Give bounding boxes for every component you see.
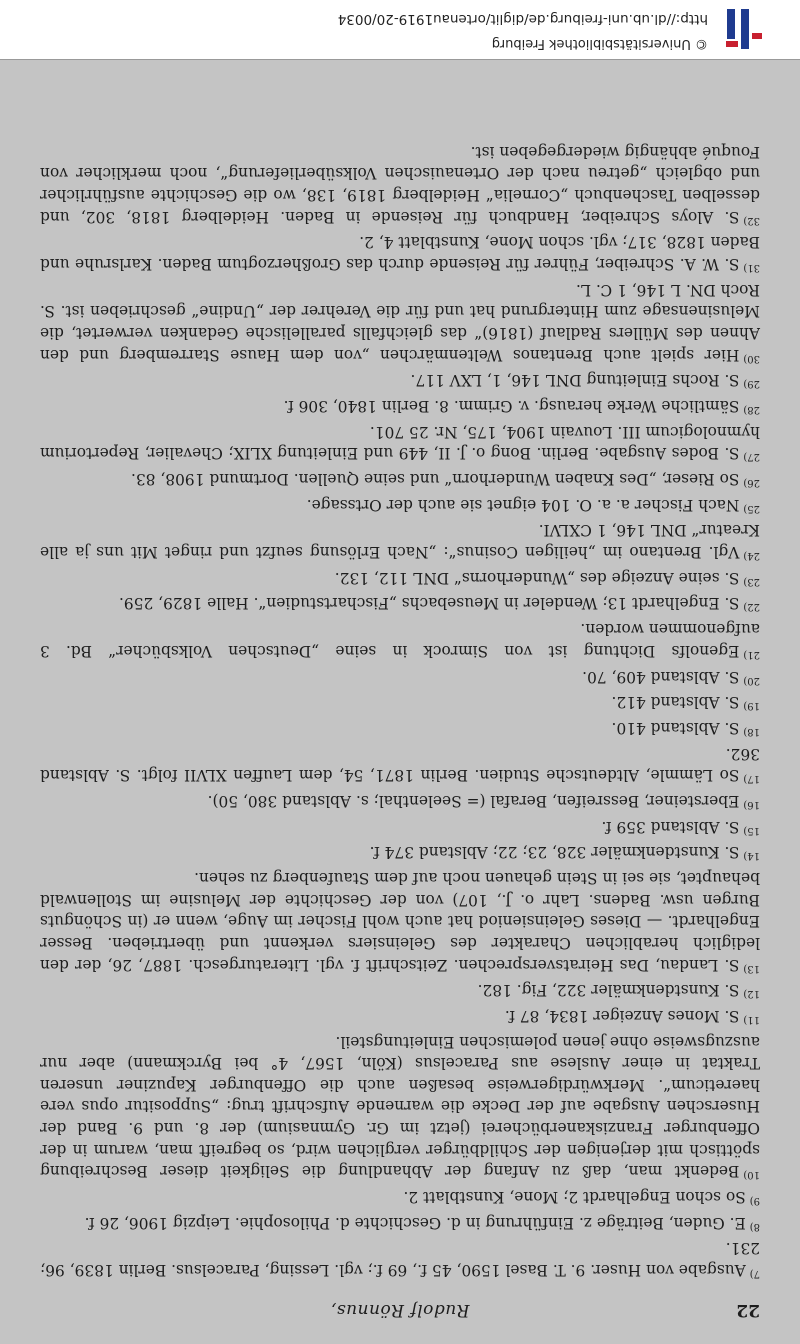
- footnote: [40, 841, 760, 867]
- footnote: [40, 467, 760, 493]
- footnote-number: 20): [743, 674, 760, 686]
- footnote-text: Bedenkt man, daß zu Anfang der Abhandlung die Seligkeit dieser Beschreibung spöttisch mit derjenigen der Schildbürger verglichen wird, so begreift man, warum in der Offenburger Franziskanerbücherei (jetzt im Gr. Gymnasium) der 8. und 9. Band der Huserschen Ausgabe auf der Decke die warnende Aufschrift trug: „Suppositur opus vere haereticum“. Merkwürdigerweise besaßen auch die Offenburger Kapuziner unseren Traktat in einer Auslese aus Paracelsus (Köln, 1567, 4° bei Byrckmann) aber nur auszugsweise ohne jenen polemischen Einleitungsteil.: [40, 1032, 760, 1181]
- footnote: [40, 369, 760, 395]
- footnote: [40, 394, 760, 420]
- footnote-text: S. Kunstdenkmäler 328, 23; 22; Ablstand 374 f.: [369, 843, 740, 862]
- footnote: [40, 1237, 760, 1284]
- footnote: [40, 815, 760, 841]
- footnote-text: Hier spielt auch Brentanos Weltenmärchen „von dem Hause Starremberg und den Ahnen des Müllers Radlauf (1816)“ das gleichfalls parallelische Gedanken verwertet, die Melusinensage zum Hintergrund hat und für die Verehrer der „Undine“ geschrieben ist. S. Roch DN. L 146, 1 C. L.: [40, 280, 760, 364]
- footnote-number: 17): [743, 773, 760, 785]
- footnote-text: E. Guden, Beiträge z. Einführung in d. Geschichte d. Philosophie. Leipzig 1906, 26 f.: [84, 1213, 746, 1232]
- footnote: [40, 566, 760, 592]
- footnote-number: 7): [749, 1268, 760, 1279]
- footnote-number: 27): [743, 451, 760, 463]
- footnote-text: S. seine Anzeige des „Wunderhorns“ DNL 112, 132.: [334, 568, 740, 587]
- footnote-text: S. Aloys Schreiber, Handbuch für Reisende in Baden. Heidelberg 1818, 302, und desselben Taschenbuch „Cornelia“ Heidelberg 1819, 138, wo die Geschichte ausführlicher und obgleich „getreu nach der Ortenauischen Volksüberlieferung“, noch merklicher von Fouqué abhängig wiedergegeben ist.: [40, 142, 760, 226]
- footnote-number: 16): [743, 799, 760, 810]
- footnote-text: So Lämmle, Altdeutsche Studien. Berlin 1871, 54, dem Lauffen XLVII folgt. S. Ablstand 362.: [40, 744, 760, 785]
- footnote-text: Sämtliche Werke herausg. v. Grimm. 8. Berlin 1840, 306 f.: [283, 396, 740, 415]
- footnote-number: 10): [743, 1169, 760, 1181]
- footnote-number: 29): [743, 378, 760, 390]
- footnote: [40, 789, 760, 815]
- footnote-text: S. Kunstdenkmäler 322, Fig. 182.: [477, 981, 740, 1000]
- footnote-text: S. Ablstand 410.: [611, 718, 740, 737]
- footnote-text: S. Ablstand 412.: [611, 693, 740, 712]
- footnote: [40, 1185, 760, 1211]
- footnote-number: 28): [743, 404, 760, 415]
- footnote-text: S. Rochs Einleitung DNL 146, 1, LXV 117.: [410, 371, 740, 390]
- footnote-text: S. W. A. Schreiber, Führer für Reisende durch das Großherzogtum Baden. Karlsruhe und Baden 1828, 317; vgl. schon Mone, Kunstblatt 4, 2.: [40, 233, 760, 273]
- footnote: [40, 742, 760, 789]
- footnote: [40, 140, 760, 231]
- footnote-number: 19): [743, 700, 760, 712]
- footnote-text: So schon Engelhardt 2; Mone, Kunstblatt 2.: [403, 1187, 746, 1206]
- footnote-number: 12): [743, 988, 760, 1000]
- footnote-text: S. Landau, Das Heiratsversprechen. Zeitschrift f. vgl. Literaturgesch. 1887, 26, der den lediglich herablichen Charakter des Geleinsiers verkennt und übertrieben. Besser Engelhardt. — Dieses Geleinsieniod hat auch wohl Fischer im Auge, wenn er (in Schönguts Burgen usw. Badens. Lahr o. J., 107) von der Geschichte der Melusine im Stollenwald behauptet, sie sei in Stein gehauen noch auf dem Staufenberg zu sehen.: [40, 869, 760, 974]
- footnote: [40, 1211, 760, 1237]
- footnote-number: 24): [743, 550, 760, 562]
- copyright-credit: © Universitätsbibliothek Freiburg: [491, 36, 708, 51]
- footnote: [40, 278, 760, 369]
- footnote-number: 30): [743, 352, 760, 364]
- page-number: 22: [736, 1300, 760, 1320]
- footnote-text: Ausgabe von Huser. 9. T. Basel 1590, 45 f., 69 f.; vgl. Lessing, Paracelsus. Berlin 1839, 96; 231.: [40, 1239, 760, 1279]
- footnote: [40, 519, 760, 566]
- footnote: [40, 592, 760, 618]
- footnote-number: 18): [743, 725, 760, 737]
- footnote: [40, 493, 760, 519]
- footnote: [40, 420, 760, 467]
- footnote-number: 21): [743, 648, 760, 660]
- footnote: [40, 716, 760, 742]
- footnote-number: 31): [743, 262, 760, 274]
- footnote-number: 11): [743, 1013, 760, 1025]
- book-page: [0, 60, 800, 1344]
- footnote: [40, 231, 760, 278]
- footnote: [40, 866, 760, 978]
- footnote-number: 14): [743, 850, 760, 862]
- footnote-number: 26): [743, 477, 760, 489]
- footnote-text: Nach Fischer a. a. O. 104 eignet sie auch der Ortssage.: [306, 495, 740, 514]
- footnote-number: 22): [743, 601, 760, 613]
- footnote-number: 15): [743, 824, 760, 836]
- library-logo: [724, 9, 764, 49]
- footnote: [40, 1004, 760, 1030]
- footnotes: [40, 140, 760, 1284]
- footnote-text: Egenolfs Dichtung ist von Simrock in seine „Deutschen Volksbücher“ Bd. 3 aufgenommen worden.: [40, 620, 760, 660]
- footnote-text: S. Ablstand 359 f.: [601, 817, 740, 836]
- footnote-text: So Rieser, „Des Knaben Wunderhorn“ und seine Quellen. Dortmund 1908, 83.: [131, 469, 740, 488]
- footnote-number: 23): [743, 575, 760, 587]
- footnote-number: 32): [743, 214, 760, 226]
- footnote: [40, 665, 760, 691]
- footnote-text: Vgl. Brentano im „heiligen Cosinus“: „Nach Erlösung seufzt und ringet Mit uns ja alle Kreatur“ DNL 146, 1 CXLVI.: [40, 521, 760, 561]
- page-header: [40, 1290, 760, 1320]
- library-footer: [0, 0, 800, 60]
- footnote: [40, 1030, 760, 1185]
- footnote: [40, 691, 760, 717]
- footnote-number: 8): [749, 1220, 760, 1232]
- footnote-number: 25): [743, 502, 760, 514]
- footnote-text: S. Mones Anzeiger 1834, 87 f.: [504, 1006, 740, 1025]
- running-title: Rudolf Rönnus,: [330, 1300, 470, 1320]
- footnote-text: S. Ablstand 409, 70.: [582, 667, 740, 686]
- footnote-text: Ebersteiner, Bessreifen, Berafal (= Seelenthal; s. Ablstand 380, 50).: [207, 791, 740, 810]
- footnote-number: 13): [743, 962, 760, 974]
- footnote: [40, 979, 760, 1005]
- footnote: [40, 618, 760, 665]
- footnote-text: S. Engelhardt 13; Wendeler in Meusebachs „Fischartstudien“. Halle 1829, 259.: [119, 594, 740, 613]
- footnote-text: S. Bodes Ausgabe. Berlin. Bong o. J. II, 449 und Einleitung XLIX; Chevalier, Repertorium hymnologicum III. Louvain 1904, 175, Nr. 25 701.: [40, 422, 760, 463]
- source-url-link[interactable]: http://dl.ub.uni-freiburg.de/diglit/ortenau1919-20/0034: [337, 11, 708, 27]
- footnote-number: 9): [749, 1194, 760, 1206]
